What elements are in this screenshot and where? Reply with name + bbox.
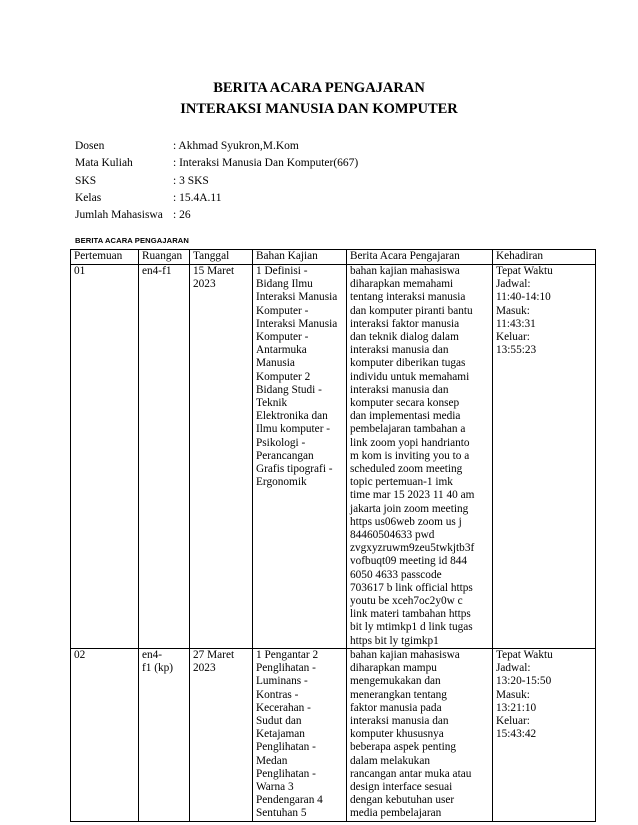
info-label: Mata Kuliah bbox=[75, 157, 133, 170]
cell-pertemuan: 02 bbox=[71, 648, 139, 821]
header-ruangan: Ruangan bbox=[139, 250, 190, 265]
cell-kehadiran: Tepat Waktu Jadwal: 11:40-14:10 Masuk: 11:43:31 Keluar: 13:55:23 bbox=[493, 265, 596, 649]
document-title: BERITA ACARA PENGAJARAN bbox=[213, 80, 425, 96]
cell-tanggal: 27 Maret 2023 bbox=[190, 648, 253, 821]
cell-kehadiran: Tepat Waktu Jadwal: 13:20-15:50 Masuk: 13:21:10 Keluar: 15:43:42 bbox=[493, 648, 596, 821]
document-subtitle: INTERAKSI MANUSIA DAN KOMPUTER bbox=[180, 101, 458, 117]
course-info bbox=[75, 138, 358, 224]
cell-ruangan: en4- f1 (kp) bbox=[139, 648, 190, 821]
info-value: : 15.4A.11 bbox=[173, 191, 222, 204]
header-kehadiran: Kehadiran bbox=[493, 250, 596, 265]
info-label: Kelas bbox=[75, 191, 102, 204]
header-tanggal: Tanggal bbox=[190, 250, 253, 265]
info-row-dosen bbox=[75, 138, 358, 155]
section-heading: BERITA ACARA PENGAJARAN bbox=[75, 236, 189, 245]
cell-bahan-kajian: 1 Definisi - Bidang Ilmu Interaksi Manusia Komputer - Interaksi Manusia Komputer - Antarmuka Manusia Komputer 2 Bidang Studi - Teknik Elektronika dan Ilmu komputer - Psikologi - Perancangan Grafis tipografi - Ergonomik bbox=[253, 265, 347, 649]
table-row bbox=[71, 648, 596, 821]
cell-ruangan: en4-f1 bbox=[139, 265, 190, 649]
info-row-jumlah-mahasiswa bbox=[75, 207, 358, 224]
info-value: : Interaksi Manusia Dan Komputer(667) bbox=[173, 157, 359, 170]
info-value: : Akhmad Syukron,M.Kom bbox=[173, 140, 299, 152]
info-label: Jumlah Mahasiswa bbox=[75, 209, 163, 222]
teaching-report-table bbox=[70, 249, 596, 822]
cell-pertemuan: 01 bbox=[71, 265, 139, 649]
header-berita-acara: Berita Acara Pengajaran bbox=[347, 250, 493, 265]
cell-bahan-kajian: 1 Pengantar 2 Penglihatan - Luminans - Kontras - Kecerahan - Sudut dan Ketajaman Penglihatan - Medan Penglihatan - Warna 3 Pendengaran 4 Sentuhan 5 bbox=[253, 648, 347, 821]
info-row-mata-kuliah bbox=[75, 155, 358, 172]
info-label: SKS bbox=[75, 174, 97, 187]
info-label: Dosen bbox=[75, 140, 105, 152]
cell-berita-acara: bahan kajian mahasiswa diharapkan mampu mengemukakan dan menerangkan tentang faktor manusia pada interaksi manusia dan komputer khususnya beberapa aspek penting dalam melakukan rancangan antar muka atau design interface sesuai dengan kebutuhan user media pembelajaran bbox=[347, 648, 493, 821]
table-header-row bbox=[71, 250, 596, 265]
info-value: : 3 SKS bbox=[173, 174, 209, 187]
table-row bbox=[71, 265, 596, 649]
info-row-kelas bbox=[75, 190, 358, 207]
header-pertemuan: Pertemuan bbox=[71, 250, 139, 265]
info-row-sks bbox=[75, 173, 358, 190]
header-bahan-kajian: Bahan Kajian bbox=[253, 250, 347, 265]
info-value: : 26 bbox=[173, 209, 191, 222]
cell-berita-acara: bahan kajian mahasiswa diharapkan memahami tentang interaksi manusia dan komputer piranti bantu interaksi faktor manusia dan teknik dialog dalam interaksi manusia dan komputer diberikan tugas individu untuk memahami interaksi manusia dan komputer secara konsep dan implementasi media pembelajaran tambahan a link zoom yopi handrianto m kom is inviting you to a scheduled zoom meeting topic pertemuan-1 imk time mar 15 2023 11 40 am jakarta join zoom meeting https us06web zoom us j 84460504633 pwd zvgxyzruwm9zeu5twkjtb3f vofbuqt09 meeting id 844 6050 4633 passcode 703617 b link official https youtu be xceh7oc2y0w c link materi tambahan https bit ly mtimkp1 d link tugas https bit ly tgimkp1 bbox=[347, 265, 493, 649]
cell-tanggal: 15 Maret 2023 bbox=[190, 265, 253, 649]
